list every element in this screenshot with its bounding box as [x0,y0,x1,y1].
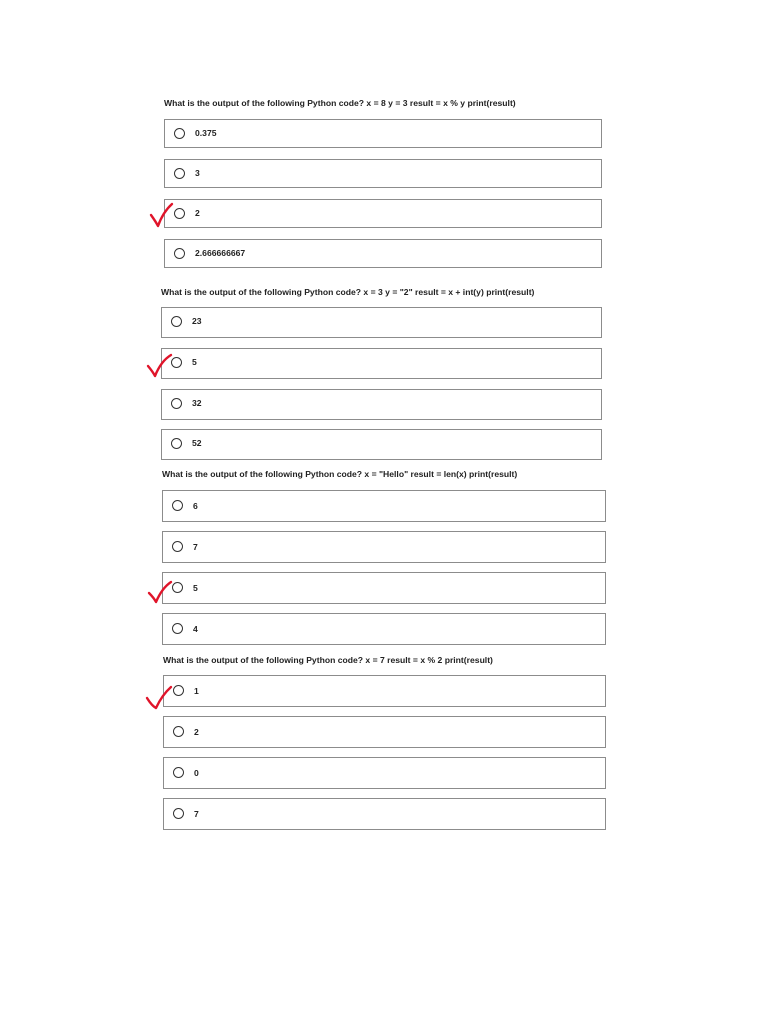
radio-button[interactable] [171,398,182,409]
question-2-option-4[interactable] [161,429,602,460]
option-label: 7 [194,809,199,819]
question-1-option-3[interactable] [164,199,602,228]
question-1-option-2[interactable] [164,159,602,188]
question-3-option-1[interactable] [162,490,606,522]
option-label: 5 [193,583,198,593]
radio-button[interactable] [174,248,185,259]
option-label: 23 [192,316,202,326]
radio-button[interactable] [173,808,184,819]
option-label: 0.375 [195,128,217,138]
question-2-option-1[interactable] [161,307,602,338]
question-1-option-1[interactable] [164,119,602,148]
option-label: 6 [193,501,198,511]
radio-button[interactable] [172,541,183,552]
question-1-text: What is the output of the following Python code? x = 8 y = 3 result = x % y print(result) [164,98,516,108]
radio-button[interactable] [171,438,182,449]
question-3-option-2[interactable] [162,531,606,563]
option-label: 2 [194,727,199,737]
option-label: 1 [194,686,199,696]
question-3-option-3[interactable] [162,572,606,604]
radio-button[interactable] [172,582,183,593]
question-2-text: What is the output of the following Python code? x = 3 y = "2" result = x + int(y) print(result) [161,287,535,297]
question-4-option-1[interactable] [163,675,606,707]
option-label: 7 [193,542,198,552]
radio-button[interactable] [173,726,184,737]
question-2-option-2[interactable] [161,348,602,379]
option-label: 52 [192,438,202,448]
question-3-text: What is the output of the following Python code? x = "Hello" result = len(x) print(result) [162,469,518,479]
option-label: 4 [193,624,198,634]
option-label: 2 [195,208,200,218]
radio-button[interactable] [171,316,182,327]
question-4-option-2[interactable] [163,716,606,748]
option-label: 2.666666667 [195,248,246,258]
radio-button[interactable] [172,623,183,634]
question-2-option-3[interactable] [161,389,602,420]
option-label: 3 [195,168,200,178]
radio-button[interactable] [173,685,184,696]
radio-button[interactable] [174,208,185,219]
option-label: 0 [194,768,199,778]
question-4-text: What is the output of the following Python code? x = 7 result = x % 2 print(result) [163,655,493,665]
question-4-option-3[interactable] [163,757,606,789]
radio-button[interactable] [174,128,185,139]
radio-button[interactable] [171,357,182,368]
option-label: 5 [192,357,197,367]
question-3-option-4[interactable] [162,613,606,645]
option-label: 32 [192,398,202,408]
radio-button[interactable] [173,767,184,778]
question-4-option-4[interactable] [163,798,606,830]
radio-button[interactable] [174,168,185,179]
question-1-option-4[interactable] [164,239,602,268]
radio-button[interactable] [172,500,183,511]
